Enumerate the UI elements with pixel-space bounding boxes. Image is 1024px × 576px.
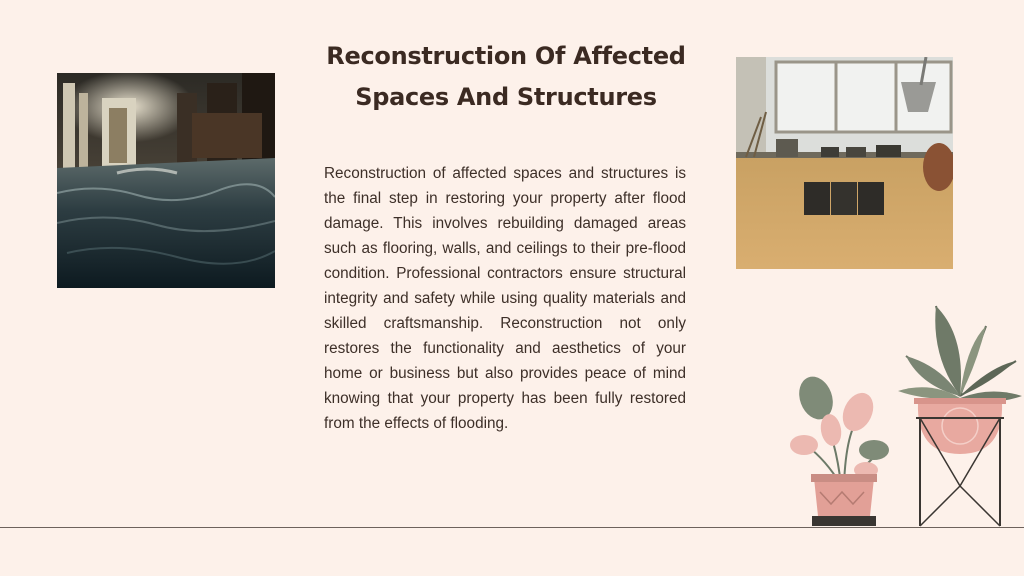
slide-title bbox=[300, 36, 712, 118]
slide-body-text: Reconstruction of affected spaces and structures is the final step in restoring your property after flood damage. This involves rebuilding damaged areas such as flooring, walls, and ceilings to their pre-flood condition. Professional contractors ensure structural integrity and safety while using quality materials and skilled craftsmanship. Reconstruction not only restores the functionality and aesthetics of your home or business but also provides peace of mind knowing that your property has been fully restored from the effects of flooding. bbox=[324, 165, 686, 432]
slide-title-line-2: Spaces And Structures bbox=[355, 83, 657, 111]
tall-plant-on-stand-illustration bbox=[896, 286, 1024, 528]
slide-title-line-1: Reconstruction Of Affected bbox=[326, 42, 686, 70]
dry-room-with-pots-photo bbox=[736, 57, 953, 269]
floor-line-divider bbox=[0, 527, 1024, 528]
flooded-hallway-photo bbox=[57, 73, 275, 288]
small-potted-plant-illustration bbox=[786, 370, 896, 528]
